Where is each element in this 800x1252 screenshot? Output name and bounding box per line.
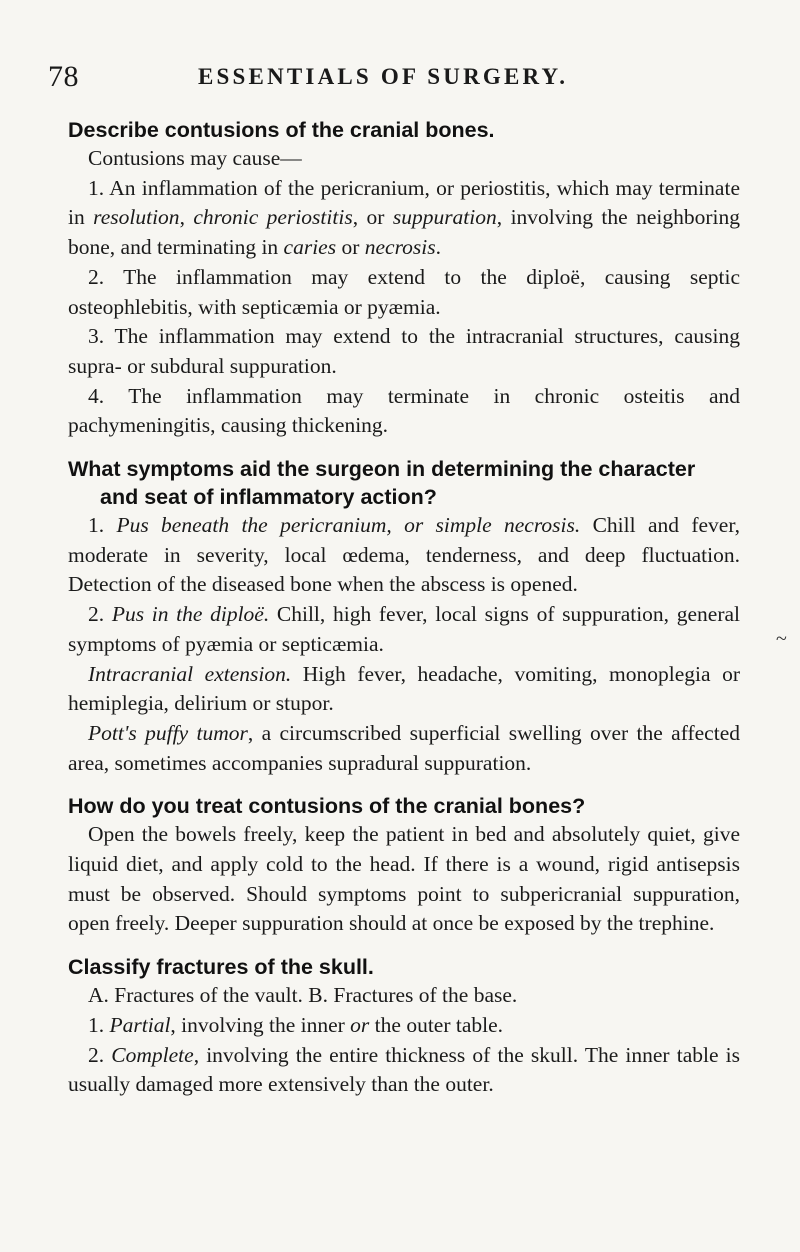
paragraph: 4. The inflammation may terminate in chronic osteitis and pachymeningitis, causing thickening. xyxy=(68,383,740,438)
paragraph: 3. The inflammation may extend to the intracranial structures, causing supra- or subdural suppuration. xyxy=(68,324,740,378)
paragraph: 2. Complete, involving the entire thickness of the skull. The inner table is usually damaged more extensively than the outer. xyxy=(68,1042,740,1097)
question-heading: Describe contusions of the cranial bones. xyxy=(68,118,495,142)
paragraph: Intracranial extension. High fever, headache, vomiting, monoplegia or hemiplegia, delirium or stupor. xyxy=(68,661,740,716)
paragraph: Open the bowels freely, keep the patient in bed and absolutely quiet, give liquid diet, and apply cold to the head. If there is a wound, rigid antisepsis must be observed. Should symptoms point to subpericranial suppuration, open freely. Deeper suppuration should at once be exposed by the trephine. xyxy=(68,822,740,936)
paragraph: 2. The inflammation may extend to the diploë, causing septic osteophlebitis, with septicæmia or pyæmia. xyxy=(68,264,740,319)
running-head xyxy=(48,60,748,100)
paragraph: Pott's puffy tumor, a circumscribed superficial swelling over the affected area, sometimes accompanies supradural suppuration. xyxy=(68,720,740,775)
running-title: ESSENTIALS OF SURGERY. xyxy=(198,64,569,89)
page-body xyxy=(68,110,740,1100)
question-heading: What symptoms aid the surgeon in determining the character and seat of inflammatory action? xyxy=(68,457,696,510)
question-heading: Classify fractures of the skull. xyxy=(68,955,374,980)
page-number: 78 xyxy=(48,60,79,93)
paragraph: A. Fractures of the vault. B. Fractures of the base. xyxy=(88,983,518,1008)
paragraph: Contusions may cause— xyxy=(88,146,302,170)
paragraph: 1. Partial, involving the inner or the outer table. xyxy=(88,1012,504,1037)
paragraph: 1. Pus beneath the pericranium, or simple necrosis. Chill and fever, moderate in severity, local œdema, tenderness, and deep fluctuation. Detection of the diseased bone when the abscess is opened. xyxy=(68,513,740,597)
margin-mark: ~ xyxy=(776,628,787,650)
paragraph: 1. An inflammation of the pericranium, or periostitis, which may terminate in resolution, chronic periostitis, or suppuration, involving the neighboring bone, and terminating in caries or necrosis. xyxy=(68,175,740,260)
question-heading: How do you treat contusions of the cranial bones? xyxy=(68,794,586,819)
paragraph: 2. Pus in the diploë. Chill, high fever, local signs of suppuration, general symptoms of pyæmia or septicæmia. xyxy=(68,602,740,656)
